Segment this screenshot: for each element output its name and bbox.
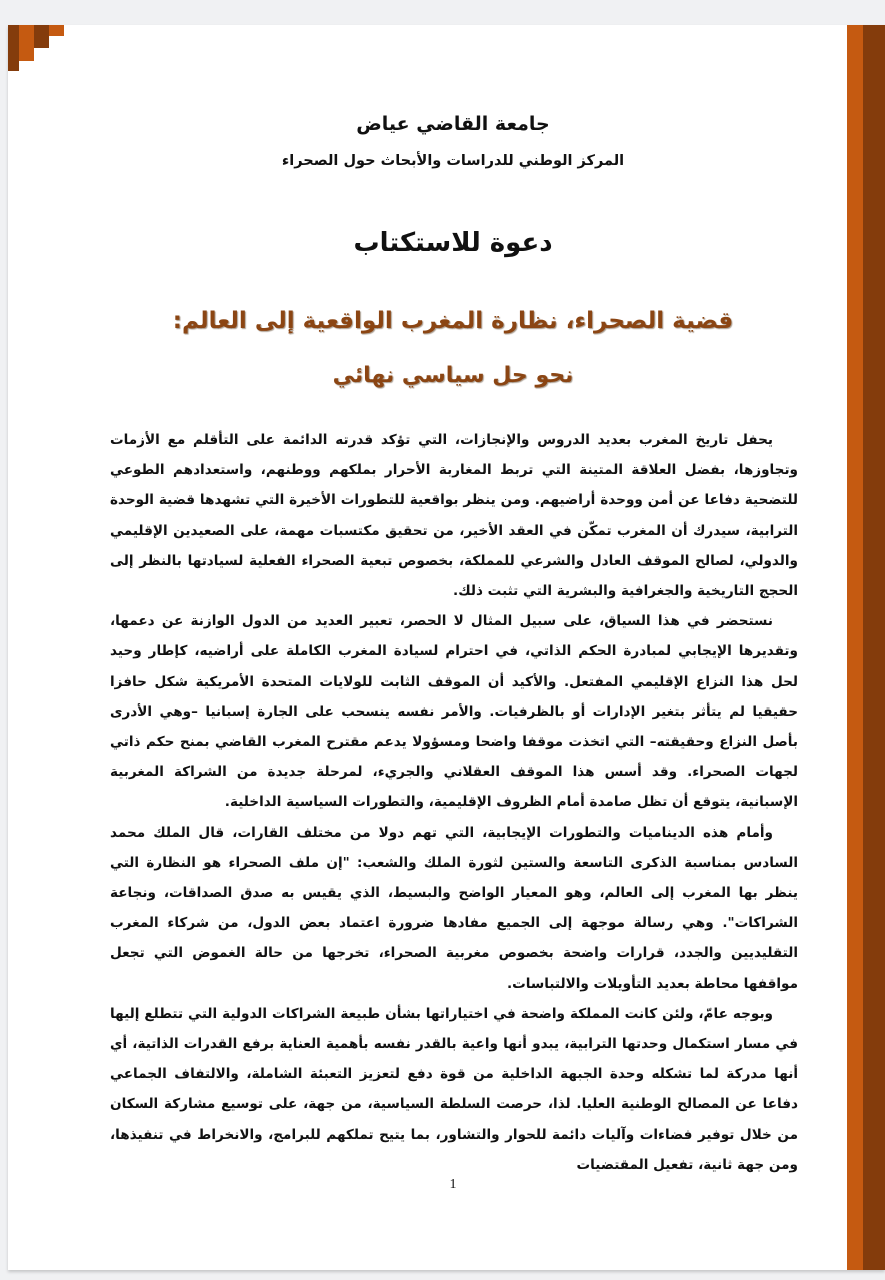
body-text: [110, 425, 798, 1180]
corner-decoration-icon: [8, 25, 64, 71]
side-strip-orange: [847, 25, 863, 1270]
call-for-papers-title: دعوة للاستكتاب: [353, 228, 553, 258]
topic-subtitle: نحو حل سياسي نهائي: [332, 363, 574, 388]
side-strip-brown: [863, 25, 885, 1270]
paragraph: وأمام هذه الديناميات والتطورات الإيجابية، التي تهم دولا من مختلف القارات، قال الملك محمد السادس بمناسبة الذكرى التاسعة والستين لثورة الملك والشعب: "إن ملف الصحراء هو النظارة التي ينظر بها المغرب إلى العالم، وهو المعيار الواضح والبسيط، الذي يقيس به صدق الصداقات، ونجاعة الشراكات". وهي رسالة موجهة إلى الجميع مفادها ضرورة اعتماد بعض الدول، من شركاء المغرب التقليديين والجدد، قرارات واضحة بخصوص مغربية الصحراء، تخرجها من حالة الغموض التي تجعل مواقفها محاطة بعديد التأويلات والالتباسات.: [110, 824, 798, 992]
topic-title: قضية الصحراء، نظارة المغرب الواقعية إلى العالم:: [172, 308, 734, 334]
page-number: 1: [449, 1177, 457, 1192]
research-center-name: المركز الوطني للدراسات والأبحاث حول الصحراء: [281, 153, 625, 169]
paragraph: يحفل تاريخ المغرب بعديد الدروس والإنجازات، التي تؤكد قدرته الدائمة على التأقلم مع الأزمات وتجاوزها، بفضل العلاقة المتينة التي تربط المغاربة الأحرار بملكهم ووطنهم، واستعدادهم الطوعي للتضحية دفاعا عن أمن ووحدة أراضيهم. ومن ينظر بواقعية للتطورات الأخيرة التي تشهدها قضية الوحدة الترابية، سيدرك أن المغرب تمكّن في العقد الأخير، من تحقيق مكتسبات مهمة، على الصعيدين الإقليمي والدولي، لصالح الموقف العادل والشرعي للمملكة، بخصوص تبعية الصحراء الفعلية لسيادتها بالنظر إلى الحجج التاريخية والجغرافية والبشرية التي تثبت ذلك.: [110, 432, 798, 600]
paragraph: وبوجه عامّ، ولئن كانت المملكة واضحة في اختياراتها بشأن طبيعة الشراكات الدولية التي تتطلع إليها في مسار استكمال وحدتها الترابية، يبدو أنها واعية بالقدر نفسه بأهمية العناية برفع القدرات الذاتية، أي أنها مدركة لما تشكله وحدة الجبهة الداخلية من قوة دفع لتعزيز التعبئة الشاملة، والالتفاف الجماعي دفاعا عن المصالح الوطنية العليا. لذا، حرصت السلطة السياسية، من جهة، على توسيع مشاركة السكان من خلال توفير فضاءات وآليات دائمة للحوار والتشاور، بما يتيح تملكهم للبرامج، والانخراط في تنفيذها، ومن جهة ثانية، تفعيل المقتضيات: [110, 1005, 798, 1173]
university-name: جامعة القاضي عياض: [356, 113, 550, 135]
paragraph: نستحضر في هذا السياق، على سبيل المثال لا الحصر، تعبير العديد من الدول الوازنة عن دعمها، وتقديرها الإيجابي لمبادرة الحكم الذاتي، في احترام لسيادة المغرب الكاملة على أراضيه، كإطار وحيد لحل هذا النزاع الإقليمي المفتعل. والأكيد أن الموقف الثابت للولايات المتحدة الأمريكية شكل حافزا حقيقيا لم يتأثر بتغير الإدارات أو بالظرفيات. والأمر نفسه ينسحب على الجارة إسبانيا –وهي الأدرى بأصل النزاع وحقيقته– التي اتخذت موقفا واضحا ومسؤولا يدعم مقترح المغرب القاضي بمنح حكم ذاتي لجهات الصحراء. وقد أسس هذا الموقف العقلاني والجريء، لمرحلة جديدة من الشراكة المغربية الإسبانية، يتوقع أن تظل صامدة أمام الظروف الإقليمية، والتطورات السياسية الداخلية.: [110, 613, 798, 811]
document-page: [8, 25, 885, 1270]
